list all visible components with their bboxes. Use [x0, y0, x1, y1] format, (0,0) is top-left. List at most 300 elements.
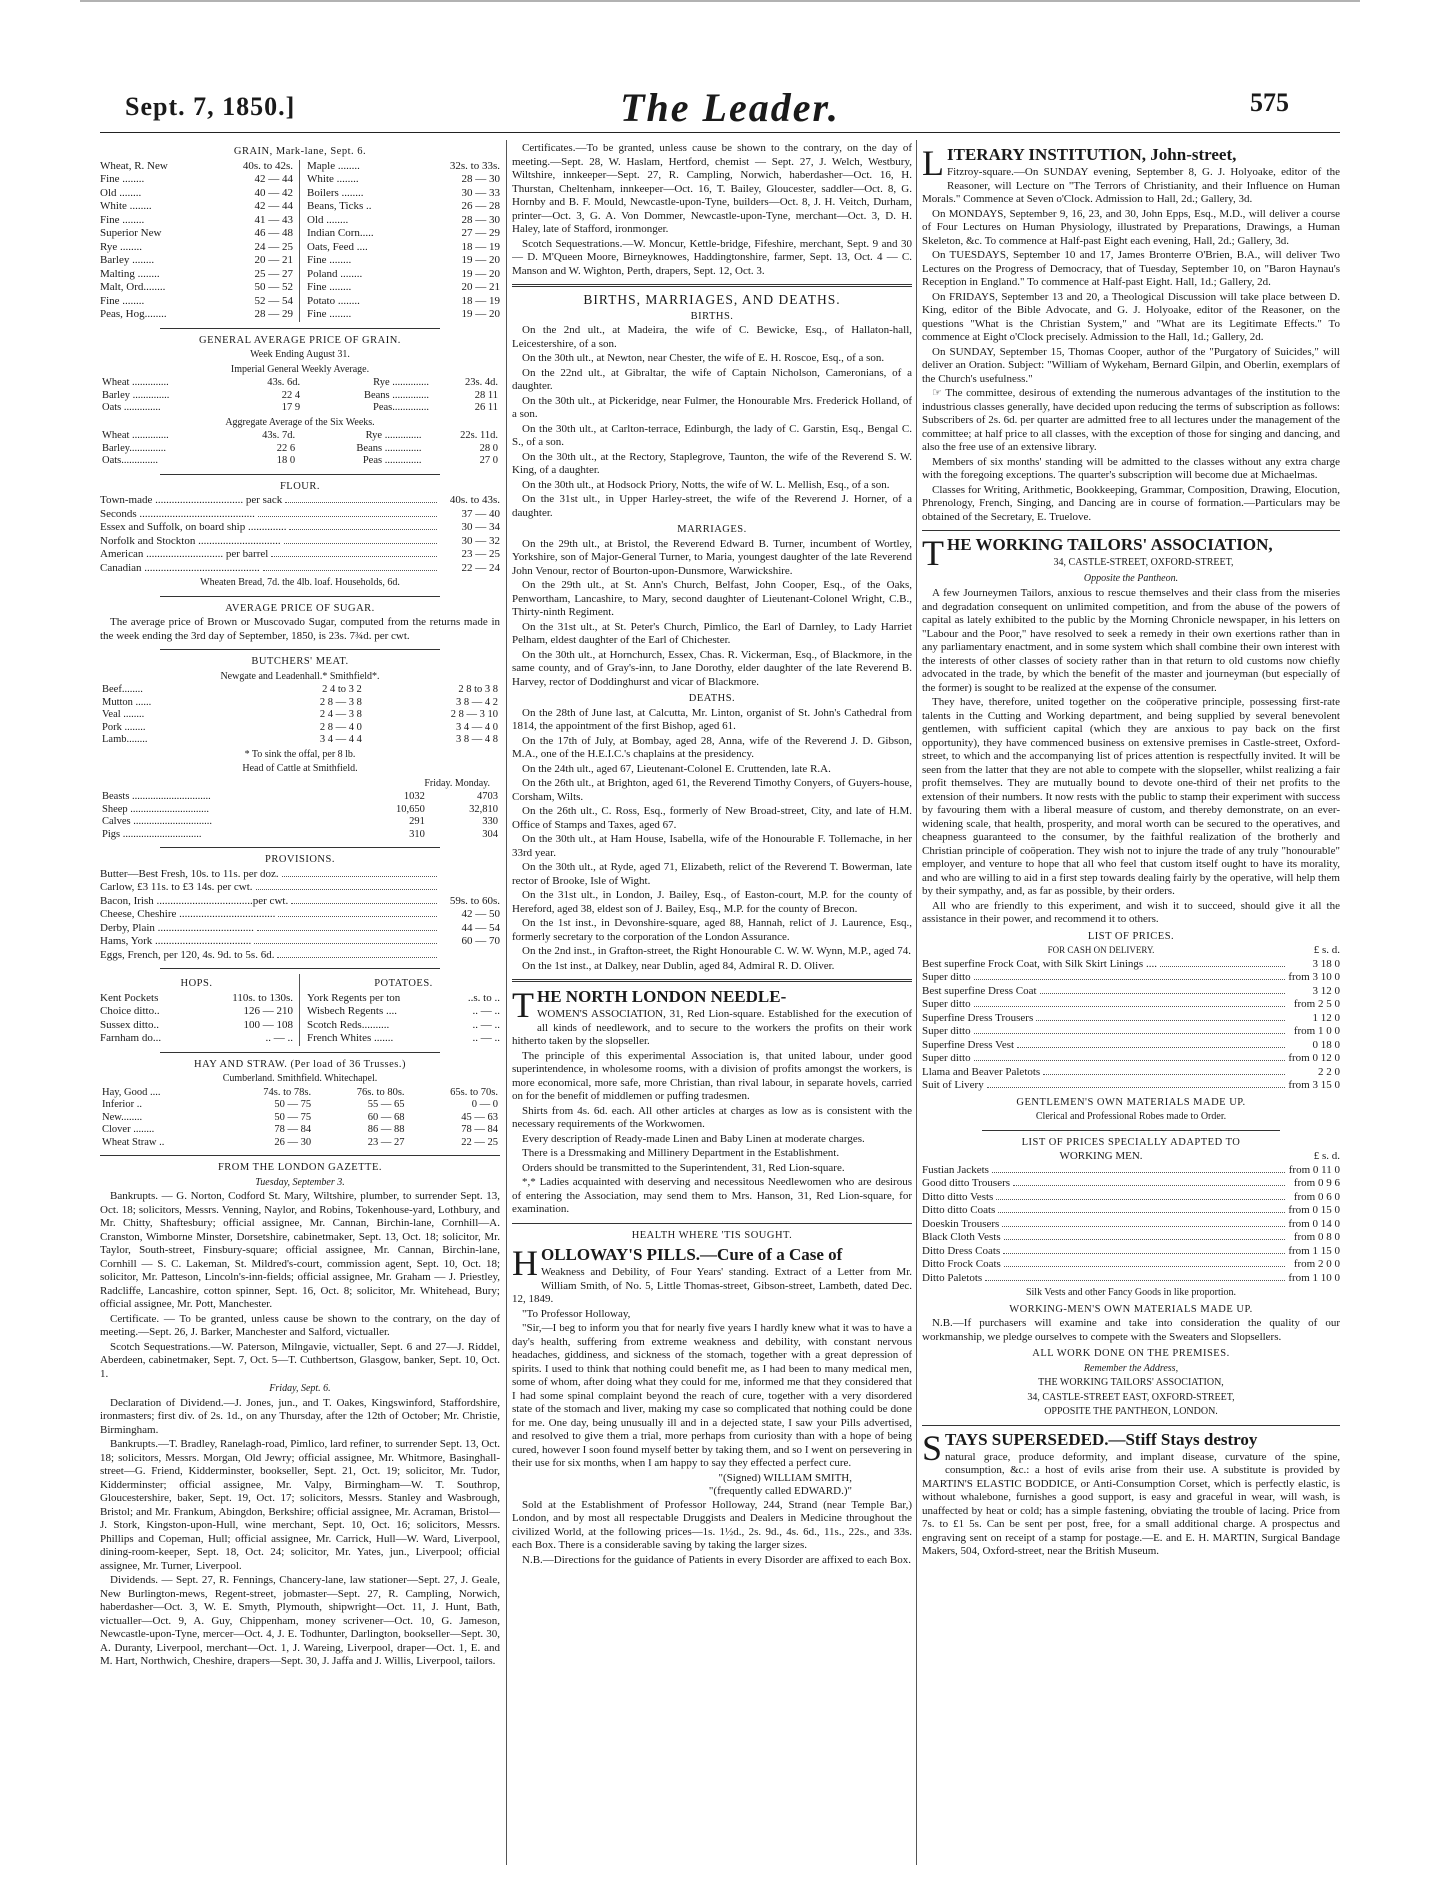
- grain-value: 19 — 20: [461, 254, 500, 266]
- price-leader: [1036, 1020, 1285, 1021]
- price-leader: [974, 1006, 1285, 1007]
- meat-cell: 3 8 — 4 8: [456, 734, 498, 745]
- literary-paragraph: ☞ The committee, desirous of extending the numerous advantages of the institution to the industrious classes generally, have decided upon reducing the terms of subscription as follows: Subscribers of 2s. 6d. per quarter are admitted free to all lectures under the management of the committee; at half price to all classes, with the exception of those for singing and dancing, and also the free use of an extensive library.: [922, 387, 1340, 453]
- grain-value: 46 — 48: [254, 227, 293, 239]
- potatoes-value: ..s. to ..: [467, 991, 500, 1004]
- working-men-price-row: [922, 1204, 1340, 1218]
- hops-value: .. — ..: [265, 1032, 293, 1044]
- grain-value: 26 — 28: [461, 200, 500, 212]
- grain-label: Indian Corn.....: [307, 227, 374, 239]
- grain-label: Barley ........: [100, 254, 155, 266]
- price-price: 0 18 0: [1312, 1038, 1340, 1051]
- hay-cell: 78 — 84: [274, 1124, 312, 1135]
- provisions-leader: [277, 957, 437, 958]
- flour-leader: [263, 570, 437, 571]
- potatoes-label: Wisbech Regents ....: [307, 1005, 397, 1017]
- grain-label: Old ........: [307, 213, 349, 226]
- death-notice: On the 17th of July, at Bombay, aged 28, Anna, wife of the Reverend J. D. Gibson, M.A., one of the H.E.I.C.'s chaplains at the presidency.: [512, 734, 912, 760]
- price-row: [922, 971, 1340, 985]
- flour-title: FLOUR.: [279, 480, 321, 492]
- hay-row: [100, 1137, 500, 1150]
- working-men-price-price: from 0 6 0: [1293, 1190, 1340, 1203]
- address-line-3: OPPOSITE THE PANTHEON, LONDON.: [1044, 1406, 1218, 1417]
- sugar-text: The average price of Brown or Muscovado Sugar, computed from the returns made in the week ending the 3rd day of September, 1850, is 23s. 7¾d. per cwt.: [100, 616, 500, 642]
- hay-cell: 78 — 84: [461, 1124, 498, 1135]
- hay-cell: 0 — 0: [471, 1099, 498, 1110]
- meat-row: [100, 684, 500, 697]
- price-item: Best superfine Dress Coat: [922, 984, 1037, 997]
- holloway-ad-sub: Weakness and Debility, of Four Years' standing. Extract of a Letter from Mr. William Smith, of No. 5, Little Thomas-street, Gibson-street, Lambeth, dated Dec. 12, 1849.: [512, 1266, 912, 1305]
- provisions-price: 60 — 70: [461, 935, 500, 947]
- grain-row: [307, 308, 500, 322]
- hay-cell: 22 — 25: [461, 1136, 498, 1148]
- grain-row: [100, 187, 293, 201]
- gazette-title: FROM THE LONDON GAZETTE.: [217, 1162, 383, 1173]
- working-men-price-price: from 2 0 0: [1293, 1258, 1340, 1270]
- price-price: from 2 5 0: [1293, 998, 1340, 1010]
- cattle-cell: Pigs ..............................: [102, 828, 202, 840]
- working-men-price-row: [922, 1218, 1340, 1232]
- tailors-paragraph: A few Journeymen Tailors, anxious to rescue themselves and their class from the miseries and degradation consequent on unlimited competition, and from the abuse of the powers of capital as lately exhibited to the public by the Morning Chronicle newspaper, in his letters on "Labour and the Poor," have resolved to seek a remedy in their own exertions rather than in any parliamentary enactment, and in some system which shall combine their own interest with the interests of other classes of society rather than in that return to old customs now chiefly advocated in the trade, by which the benefit of the master and journeyman (but especially of the former) is sought to be realized at the expense of the consumer.: [922, 587, 1340, 694]
- price-leader: [1040, 993, 1285, 994]
- hay-cell: 86 — 88: [367, 1124, 405, 1135]
- hay-cell: 23 — 27: [367, 1136, 405, 1148]
- hops-label: Kent Pockets: [100, 991, 159, 1004]
- gazette-notice: Certificate. — To be granted, unless cause be shown to the contrary, on the day of meeting.—Sept. 26, J. Barker, Manchester and Salford, victualler.: [100, 1312, 500, 1338]
- potatoes-row: [307, 1019, 500, 1033]
- grain-row: [100, 268, 293, 282]
- birth-notice: On the 22nd ult., at Gibraltar, the wife of Captain Nicholson, Cameronians, of a daughter.: [512, 366, 912, 392]
- flour-item: Seconds ..........................................: [100, 507, 255, 520]
- hay-row: [100, 1099, 500, 1112]
- weekly-average-cell: Barley ..............: [102, 389, 170, 401]
- price-price: from 3 10 0: [1288, 971, 1340, 983]
- grain-row: [100, 281, 293, 295]
- provisions-row: [100, 922, 500, 936]
- page-number: 575: [1250, 88, 1289, 117]
- grain-value: 28 — 30: [461, 173, 500, 185]
- grain-row: [307, 295, 500, 309]
- holloway-letter: "Sir,—I beg to inform you that for nearly five years I hardly knew what it was to have a day's health, suffering from extreme weakness and debility, with constant nervous headaches, giddiness, and sickness of the stomach, together with a great depression of spirits. I used to think that nothing could benefit me, as I had been to many medical men, some of whom, after doing what they could for me, informed me that they considered that I had some spinal complaint beyond the reach of cure, together with a very disordered state of the stomach and liver, making my case so complicated that nothing could be done for me. One day, being unusually ill and in a dejected state, I saw your Pills advertised, and resolved to give them a trial, more perhaps from curiosity than with a hope of being cured, however I soon found myself better by taking them, and so I went on persevering in their use for six months, when I am happy to say they effected a perfect cure.: [512, 1322, 912, 1469]
- price-row: [922, 1012, 1340, 1026]
- provisions-row: [100, 868, 500, 882]
- hay-cell: Hay, Good ....: [102, 1086, 161, 1098]
- grain-label: Beans, Ticks ..: [307, 200, 372, 212]
- hay-cell: 50 — 75: [274, 1111, 312, 1123]
- price-leader: [1017, 1047, 1285, 1048]
- bread-note: Wheaten Bread, 7d. the 4lb. loaf. Households, 6d.: [200, 577, 400, 588]
- grain-value: 19 — 20: [461, 308, 500, 320]
- meat-title: BUTCHERS' MEAT.: [251, 656, 349, 667]
- cattle-row: [100, 804, 500, 817]
- issue-date: Sept. 7, 1850.]: [125, 92, 296, 121]
- cattle-cell: 291: [409, 816, 425, 827]
- provisions-item: Eggs, French, per 120, 4s. 9d. to 5s. 6d.: [100, 948, 275, 961]
- marriages-title: MARRIAGES.: [677, 524, 747, 535]
- hops-value: 110s. to 130s.: [232, 991, 293, 1004]
- grain-row: [307, 241, 500, 255]
- hops-label: Choice ditto..: [100, 1005, 160, 1017]
- working-men-price-price: from 0 8 0: [1293, 1231, 1340, 1243]
- provisions-row: [100, 949, 500, 963]
- flour-item: Essex and Suffolk, on board ship ..............: [100, 521, 287, 533]
- price-row: [922, 1079, 1340, 1093]
- holloway-signature: "(Signed) WILLIAM SMITH,: [718, 1471, 852, 1484]
- hay-cell: 76s. to 80s.: [356, 1086, 405, 1098]
- provisions-leader: [291, 903, 437, 904]
- grain-value: 42 — 44: [254, 200, 293, 212]
- tailors-paragraph: They have, therefore, united together on the coöperative principle, possessing first-rate talents in the Cutting and Working department, and being supplied by several benevolent gentlemen, with sufficient capital (which they are anxious to pay back on the first opportunity), they have commenced business on extensive premises in Castle-street, Oxford-street, to which and the accompanying list of prices attention is respectfully invited. It will be seen from the latter that they are not able to compete with the slopseller, whilst realizing a fair profit themselves. They are mutually bound to devote one-third of their net profits to the extension of their numbers. It now rests with the public to stamp their experiment with success by favouring them with a liberal measure of custom, and thereby demonstrate, on an ever-widening scale, that health, prosperity, and moral worth can be secured to the operatives, and cheapness guaranteed to the consumer, by the faithful realization of the brotherly and Christian principle of coöperation. They wish not to injure the trade of any truly "honourable" employer, and venture to hope that all who feel that custom itself ought to have its morality, and who are willing to aid in a first step towards dealing fairly by the operative, will help them by their sympathy, and, as far as possible, by their orders.: [922, 696, 1340, 897]
- marriage-notice: On the 31st ult., at St. Peter's Church, Pimlico, the Earl of Darnley, to Lady Harriet Pelham, eldest daughter of the Earl of Chichester.: [512, 620, 912, 646]
- six-week-average-row: [100, 430, 500, 443]
- flour-item: Canadian ..........................................: [100, 561, 260, 574]
- grain-value: 52 — 54: [254, 294, 293, 307]
- meat-cell: 3 4 — 4 4: [319, 734, 362, 745]
- prices-sub: FOR CASH ON DELIVERY.: [1047, 945, 1155, 955]
- potatoes-value: .. — ..: [472, 1032, 500, 1044]
- price-price: 1 12 0: [1312, 1011, 1340, 1024]
- provisions-item: Hams, York ...................................: [100, 935, 252, 947]
- grain-label: Maple ........: [307, 159, 360, 172]
- provisions-row: [100, 908, 500, 922]
- flour-price: 30 — 32: [461, 534, 500, 547]
- grain-value: 50 — 52: [254, 281, 293, 293]
- prices-title: LIST OF PRICES.: [1087, 930, 1175, 942]
- grain-value: 18 — 19: [461, 294, 500, 307]
- provisions-item: Carlow, £3 11s. to £3 14s. per cwt.: [100, 881, 253, 893]
- cattle-cell: 32,810: [469, 803, 498, 815]
- meat-cell: 2 8 — 3 8: [319, 696, 362, 708]
- potatoes-label: Scotch Reds..........: [307, 1018, 390, 1031]
- price-item: Super ditto: [922, 1025, 971, 1037]
- six-week-average-cell: Wheat ..............: [102, 430, 169, 441]
- silk-note: Silk Vests and other Fancy Goods in like proportion.: [1025, 1287, 1237, 1298]
- weekly-average-cell: Rye ..............: [373, 377, 429, 388]
- weekly-average-cell: Oats ..............: [102, 402, 161, 413]
- grain-row: [307, 281, 500, 295]
- cattle-days: Friday. Monday.: [424, 777, 490, 789]
- literary-institution-body: [922, 208, 1340, 525]
- hay-cell: 74s. to 78s.: [263, 1086, 312, 1098]
- gazette-friday-notices: [100, 1397, 500, 1669]
- potatoes-row: [307, 992, 500, 1006]
- cattle-cell: Beasts ..............................: [102, 791, 211, 802]
- working-men-list: [922, 1164, 1340, 1286]
- grain-row: [307, 214, 500, 228]
- working-men-price-item: Good ditto Trousers: [922, 1177, 1011, 1189]
- price-leader: [1043, 1074, 1285, 1075]
- working-men-price-price: from 0 15 0: [1288, 1204, 1340, 1216]
- weekly-average-cell: Beans ..............: [363, 389, 429, 401]
- hops-list: [100, 992, 293, 1046]
- meat-cell: Lamb........: [102, 734, 148, 745]
- prices-header: £ s. d.: [1313, 944, 1340, 956]
- potatoes-label: French Whites .......: [307, 1032, 394, 1044]
- provisions-row: [100, 881, 500, 895]
- flour-leader: [285, 502, 437, 503]
- provisions-row: [100, 895, 500, 909]
- hay-markets: Cumberland. Smithfield. Whitechapel.: [222, 1073, 378, 1084]
- grain-value: 24 — 25: [254, 240, 293, 253]
- meat-markets: Newgate and Leadenhall.* Smithfield*.: [220, 670, 380, 682]
- grain-value: 40 — 42: [254, 186, 293, 199]
- cattle-row: [100, 829, 500, 842]
- six-week-average-cell: 27 0: [479, 455, 498, 466]
- meat-cell: 2 8 — 3 10: [450, 709, 498, 720]
- cattle-row: [100, 791, 500, 804]
- holloway-signature-alias: "(frequently called EDWARD.)": [708, 1485, 852, 1497]
- literary-paragraph: On SUNDAY, September 15, Thomas Cooper, author of the "Purgatory of Suicides," will deliver an Oration. Subject: "William of Wykeham, Bernard Gilpin, and Oberlin, exemplars of the Church's usefulness.": [922, 345, 1340, 385]
- weekly-average-cell: 43s. 6d.: [267, 377, 301, 388]
- hops-label: Sussex ditto..: [100, 1018, 159, 1031]
- sugar-title: AVERAGE PRICE OF SUGAR.: [225, 602, 375, 614]
- grain-label: Superior New: [100, 227, 162, 239]
- flour-row: [100, 494, 500, 508]
- gentlemen-title: GENTLEMEN'S OWN MATERIALS MADE UP.: [1016, 1096, 1246, 1108]
- meat-cell: 3 4 — 4 0: [456, 721, 498, 733]
- cattle-cell: 310: [409, 828, 425, 840]
- birth-notice: On the 2nd ult., at Madeira, the wife of C. Bewicke, Esq., of Hallaton-hall, Leicestershire, of a son.: [512, 324, 912, 350]
- column-divider: [506, 140, 507, 1865]
- potatoes-label: York Regents per ton: [307, 991, 401, 1004]
- grain-label: Fine ........: [100, 213, 145, 226]
- literary-paragraph: On MONDAYS, September 9, 16, 23, and 30, John Epps, Esq., M.D., will deliver a course of Four Lectures on Human Physiology, illustrated by Preparations, Drawings, a Human Skeleton, &c. To commence at Half-past Eight each evening, Hall, 2d.; Gallery, 3d.: [922, 207, 1340, 247]
- grain-value: 19 — 20: [461, 267, 500, 280]
- offal-note: * To sink the offal, per 8 lb.: [244, 748, 356, 760]
- price-item: Suit of Livery: [922, 1079, 984, 1091]
- meat-cell: Mutton ......: [102, 696, 152, 708]
- birth-notice: On the 30th ult., at Carlton-terrace, Edinburgh, the lady of C. Garstin, Esq., Bengal C. S., of a son.: [512, 422, 912, 448]
- grain-label: Fine ........: [307, 254, 352, 266]
- price-price: from 3 15 0: [1288, 1079, 1340, 1091]
- grain-row: [100, 254, 293, 268]
- six-week-average-row: [100, 455, 500, 468]
- working-men-price-leader: [1003, 1253, 1285, 1254]
- price-row: [922, 985, 1340, 999]
- price-leader: [974, 979, 1285, 980]
- hay-cell: Wheat Straw ..: [102, 1136, 165, 1148]
- needlewomen-paragraph: Shirts from 4s. 6d. each. All other articles at charges as low as is consistent with the necessary requirements of the Workwomen.: [512, 1104, 912, 1130]
- hay-cell: Clover ........: [102, 1124, 155, 1135]
- grain-label: Old ........: [100, 186, 142, 199]
- weekly-average-cell: 23s. 4d.: [465, 377, 498, 388]
- literary-institution-sub: Fitzroy-square.—On SUNDAY evening, September 8, G. J. Holyoake, editor of the Reasoner, will Lecture on "The Terrors of Christianity, and their Influence on Human Morals." Commence at Seven o'Clock. Admission to Hall, 2d.; Gallery, 3d.: [922, 166, 1340, 205]
- gazette-notice: Bankrupts.—T. Bradley, Ranelagh-road, Pimlico, lard refiner, to surrender Sept. 13, Oct. 18; solicitors, Messrs. Morgan, Old Jewry; official assignee, Mr. Whitmore, Basinghall-street—G. Friend, Kidderminster, bookseller, Sept. 21, Oct. 19; solicitor, Mr. Tudor, Kidderminster; official assignee, Mr. Valpy, Birmingham—W. T. Southrop, Gloucestershire, baker, Sept. 19, Oct. 17; solicitors, Messrs. Stanley and Wasbrough, Bristol; and Mr. Frankum, Abingdon, Berkshire; official assignee, Mr. Acraman, Bristol—J. Stork, Kingston-upon-Hull, wine merchant, Sept. 10, Oct. 16; solicitors, Messrs. Phillips and Copeman, Hull; official assignee, Mr. Carrick, Hull—W. Ward, Liverpool, dining-room-keeper, Sept. 18, Oct. 24; solicitor, Mr. Yates, jun., Liverpool; official assignee, Mr. Turner, Liverpool.: [100, 1438, 500, 1572]
- grain-row: [100, 160, 293, 174]
- working-men-price-leader: [1004, 1239, 1285, 1240]
- certificates-notice: Certificates.—To be granted, unless cause be shown to the contrary, on the day of meeting.—Sept. 28, W. Haslam, Hertford, chemist — Sept. 27, J. Welch, Westbury, Wiltshire, innkeeper—Sept. 27, R. Campling, Norwich, haberdasher—Oct. 16, H. Thurstan, Cheltenham, innkeeper—Oct. 16, T. Bailey, Gloucester, saddler—Oct. 8, G. Hornby and B. F. Mould, Newcastle-upon-Tyne, builders—Oct. 8, J. H. Veitch, Durham, printer—Oct. 3, G. A. Von Dommer, Newcastle-upon-Tyne, merchant—Oct. 3, D. H. Haley, late of Stafford, ironmonger.: [512, 142, 912, 235]
- grain-label: Fine ........: [307, 281, 352, 293]
- six-week-average-cell: 22s. 11d.: [460, 430, 498, 441]
- grain-value: 28 — 29: [254, 308, 293, 320]
- price-item: Best superfine Frock Coat, with Silk Skirt Linings ....: [922, 957, 1157, 970]
- working-men-price-row: [922, 1191, 1340, 1205]
- meat-cell: 3 8 — 4 2: [456, 696, 498, 708]
- hops-potatoes: [100, 974, 500, 1046]
- price-item: Superfine Dress Trousers: [922, 1011, 1034, 1024]
- provisions-price: 44 — 54: [461, 921, 500, 934]
- grain-value: 40s. to 42s.: [242, 159, 293, 172]
- hay-table: [100, 1087, 500, 1150]
- grain-row: [100, 173, 293, 187]
- price-row: [922, 1066, 1340, 1080]
- grain-right-list: [307, 160, 500, 322]
- bmd-title: BIRTHS, MARRIAGES, AND DEATHS.: [583, 292, 841, 307]
- working-tailors-opposite: Opposite the Pantheon.: [1083, 572, 1179, 584]
- price-item: Super ditto: [922, 971, 971, 983]
- working-men-price-row: [922, 1245, 1340, 1259]
- provisions-title: PROVISIONS.: [265, 854, 335, 865]
- provisions-leader: [278, 916, 437, 917]
- provisions-price: 59s. to 60s.: [449, 894, 500, 907]
- grain-row: [307, 200, 500, 214]
- scotch-sequestrations: Scotch Sequestrations.—W. Moncur, Kettle-bridge, Fifeshire, merchant, Sept. 9 and 30 — D. M'Queen Moore, Birneyknowes, Haddingtonshire, farmer, Sept. 13, Oct. 4 — C. Manson and W. Wighton, Perth, drapers, Sept. 12, Oct. 3.: [512, 237, 912, 277]
- literary-institution-title: LITERARY INSTITUTION, John-street,: [922, 143, 1237, 183]
- flour-row: [100, 548, 500, 562]
- death-notice: On the 31st ult., in London, J. Bailey, Esq., of Easton-court, M.P. for the county of Hereford, aged 38, eldest son of J. Bailey, Esq., M.P. for the county of Brecon.: [512, 889, 912, 915]
- needlewomen-ad-title: THE NORTH LONDON NEEDLE-: [512, 985, 787, 1025]
- flour-item: American ............................ per barrel: [100, 548, 269, 560]
- grain-row: [100, 295, 293, 309]
- working-men-price-row: [922, 1272, 1340, 1286]
- price-item: Llama and Beaver Paletots: [922, 1065, 1041, 1078]
- week-ending: Week Ending August 31.: [250, 349, 350, 360]
- working-men-price-item: Fustian Jackets: [922, 1163, 989, 1176]
- weekly-average-row: [100, 402, 500, 415]
- needlewomen-ad-sub: WOMEN'S ASSOCIATION, 31, Red Lion-square. Established for the execution of all kinds of needlework, and to secure to the workers the profits on their work hitherto taken by the slopseller.: [512, 1008, 912, 1047]
- hay-row: [100, 1112, 500, 1125]
- flour-row: [100, 535, 500, 549]
- grain-label: Rye ........: [100, 240, 143, 253]
- death-notice: On the 24th ult., aged 67, Lieutenant-Colonel E. Cruttenden, late R.A.: [522, 762, 831, 775]
- marriages-list: [512, 538, 912, 690]
- death-notice: On the 26th ult., C. Ross, Esq., formerly of New Broad-street, City, and late of H.M. Office of Stamps and Taxes, aged 67.: [512, 805, 912, 831]
- meat-cell: 2 4 — 3 8: [319, 709, 362, 720]
- imperial-average: Imperial General Weekly Average.: [230, 363, 370, 375]
- gazette-notice: Bankrupts. — G. Norton, Codford St. Mary, Wiltshire, plumber, to surrender Sept. 13, Oct. 18; solicitors, Messrs. Venning, Naylor, and Robins, Tokenhouse-yard, Lothbury, and Mr. Chitty, Shaftesbury; official assignee, Mr. Cannan, Birchin-lane, Cornhill—A. Cranston, Wimborne Minster, Dorsetshire, cabinetmaker, Sept. 13, Oct. 18; solicitor, Mr. Taylor, South-street, Finsbury-square; official assignee, Mr. Cannan, Birchin-lane, Cornhill — S. C. Lakeman, St. Mildred's-court, commission agent, Sept. 10, Oct. 18; solicitor, Mr. Patteson, Lincoln's-inn-fields; official assignee, Mr. Graham — J. Priestley, Radcliffe, Lancashire, cotton spinner, Sept. 16, Oct. 8; solicitor, Mr. Whitehead, Bury; official assignee, Mr. Pott, Manchester.: [100, 1190, 500, 1310]
- death-notice: On the 30th ult., at Ryde, aged 71, Elizabeth, relict of the Reverend T. Bowerman, late rector of Brooke, Isle of Wight.: [512, 861, 912, 887]
- column-markets: [100, 142, 500, 1871]
- cattle-cell: 304: [482, 828, 498, 840]
- grain-row: [307, 160, 500, 174]
- weekly-average-cell: Wheat ..............: [102, 377, 169, 388]
- hops-row: [100, 1032, 293, 1046]
- price-item: Superfine Dress Vest: [922, 1038, 1015, 1051]
- flour-leader: [258, 516, 437, 517]
- grain-label: Malt, Ord........: [100, 281, 166, 293]
- literary-paragraph: On FRIDAYS, September 13 and 20, a Theological Discussion will take place between D. King, editor of the Bible Advocate, and G. J. Holyoake, editor of the Reasoner, on the questions "What is the Christian System," and "What are its Legitimate Effects." To commence at Eight o'Clock precisely. Admission to the Hall, 1d.; Gallery, 2d.: [922, 290, 1340, 343]
- provisions-leader: [257, 930, 437, 931]
- remember-note: Remember the Address,: [1083, 1362, 1179, 1374]
- working-tailors-address: 34, CASTLE-STREET, OXFORD-STREET,: [1053, 557, 1234, 568]
- grain-row: [100, 241, 293, 255]
- stays-ad-title: STAYS SUPERSEDED.—Stiff Stays destroy: [922, 1427, 1258, 1468]
- price-leader: [987, 1087, 1285, 1088]
- six-week-average-cell: 28 0: [479, 442, 498, 454]
- gazette-notice: Scotch Sequestrations.—W. Paterson, Milngavie, victualler, Sept. 6 and 27—J. Riddel, Aberdeen, cabinetmaker, Sept. 7, Oct. 5—T. Cuthbertson, Glasgow, banker, Sept. 10, Oct. 1.: [100, 1340, 500, 1380]
- flour-row: [100, 508, 500, 522]
- working-men-price-leader: [985, 1280, 1285, 1281]
- literary-paragraph: Members of six months' standing will be admitted to the classes without any extra charge with the foregoing exceptions. The quarter's subscription will become due at Michaelmas.: [922, 455, 1340, 481]
- grain-value: 27 — 29: [461, 227, 500, 239]
- price-leader: [974, 1033, 1285, 1034]
- weekly-average-row: [100, 377, 500, 390]
- needlewomen-paragraph: Every description of Ready-made Linen and Baby Linen at moderate charges.: [522, 1132, 865, 1145]
- hops-label: Farnham do...: [100, 1032, 162, 1044]
- needlewomen-paragraph: The principle of this experimental Association is, that united labour, under good superintendence, in wholesome rooms, with a division of profits amongst the workers, is more economical, more safe, more Christian, than rival labour, in separate hovels, carried on for the benefit of middlemen or puffing tradesmen.: [512, 1049, 912, 1102]
- flour-leader: [289, 529, 437, 530]
- potatoes-row: [307, 1032, 500, 1046]
- cattle-title: Head of Cattle at Smithfield.: [242, 763, 358, 774]
- death-notice: On the 2nd inst., in Grafton-street, the Right Honourable C. W. W. Wynn, M.P., aged 74.: [522, 945, 911, 957]
- working-men-price-price: from 0 11 0: [1288, 1163, 1340, 1176]
- working-men-price-item: Ditto Paletots: [922, 1271, 983, 1284]
- deaths-title: DEATHS.: [688, 693, 736, 704]
- needlewomen-ad-body: [512, 1050, 912, 1217]
- needlewomen-paragraph: *,* Ladies acquainted with deserving and necessitous Needlewomen who are desirous of entering the Association, may send them to Mrs. Hanson, 31, Red Lion-square, for examination.: [512, 1176, 912, 1215]
- weekly-average-cell: 28 11: [474, 389, 498, 401]
- gazette-notice: Declaration of Dividend.—J. Jones, jun., and T. Oakes, Kingswinford, Staffordshire, ironmasters; first div. of 2s. 1d., on any Thursday, after the 12th of October; Mr. Christie, Birmingham.: [100, 1396, 500, 1436]
- flour-item: Norfolk and Stockton ..............................: [100, 534, 281, 547]
- price-price: 3 18 0: [1312, 957, 1340, 970]
- weekly-average-cell: 26 11: [474, 402, 498, 413]
- working-men-price-item: Ditto Frock Coats: [922, 1258, 1001, 1270]
- meat-cell: Pork ........: [102, 721, 146, 733]
- flour-price: 40s. to 43s.: [449, 494, 500, 506]
- flour-row: [100, 562, 500, 576]
- provisions-leader: [254, 943, 437, 944]
- provisions-item: Bacon, Irish ...................................per cwt.: [100, 894, 289, 907]
- meat-cell: Beef........: [102, 684, 143, 695]
- grain-left-list: [100, 160, 293, 322]
- gazette-notice: Dividends. — Sept. 27, R. Fennings, Chancery-lane, law stationer—Sept. 27, J. Geale, New Burlington-mews, Regent-street, jobmaster—Sept. 27, R. Campling, Norwich, haberdasher—Oct. 3, W. E. Smyth, Plymouth, shipwright—Oct. 11, J. Hunt, Bath, victualler—Oct. 9, A. Guy, Chippenham, money scrivener—Oct. 10, G. Jameson, Newcastle-upon-Tyne, mercer—Oct. 4, J. E. Todhunter, Darlington, bookseller—Sept. 30, A. Duranty, Liverpool, merchant—Oct. 1, J. Wareing, Liverpool, draper—Oct. 1, E. and M. Hart, Northwich, Cheshire, drapers—Sept. 30, J. Jaffa and J. Willis, Liverpool, tailors.: [100, 1574, 500, 1667]
- grain-label: Poland ........: [307, 267, 363, 280]
- provisions-item: Cheese, Cheshire ...................................: [100, 908, 276, 920]
- meat-cell: Veal ........: [102, 709, 145, 720]
- grain-label: Fine ........: [100, 173, 145, 185]
- grain-row: [100, 227, 293, 241]
- birth-notice: On the 30th ult., at Newton, near Chester, the wife of E. H. Roscoe, Esq., of a son.: [522, 352, 885, 364]
- working-men-price-leader: [1004, 1266, 1285, 1267]
- hops-row: [100, 992, 293, 1006]
- provisions-item: Butter—Best Fresh, 10s. to 11s. per doz.: [100, 867, 279, 880]
- gazette-friday: Friday, Sept. 6.: [269, 1383, 331, 1394]
- hay-cell: 45 — 63: [461, 1111, 498, 1123]
- death-notice: On the 26th ult., at Brighton, aged 61, the Reverend Timothy Conyers, of Guyers-house, Corsham, Wilts.: [512, 777, 912, 803]
- potatoes-value: .. — ..: [472, 1005, 500, 1017]
- meat-row: [100, 709, 500, 722]
- aggregate-average: Aggregate Average of the Six Weeks.: [225, 416, 375, 428]
- price-price: from 0 12 0: [1288, 1052, 1340, 1064]
- working-men-price-item: Ditto Dress Coats: [922, 1244, 1001, 1257]
- provisions-item: Derby, Plain ...................................: [100, 921, 254, 934]
- provisions-row: [100, 935, 500, 949]
- grain-value: 18 — 19: [461, 240, 500, 253]
- address-line-2: 34, CASTLE-STREET EAST, OXFORD-STREET,: [1027, 1391, 1235, 1403]
- six-week-average-cell: Oats..............: [102, 455, 158, 466]
- cattle-cell: Calves ..............................: [102, 816, 212, 827]
- flour-price: 22 — 24: [461, 561, 500, 574]
- literary-paragraph: Classes for Writing, Arithmetic, Bookkeeping, Grammar, Composition, Drawing, Elocution, Phrenology, French, Singing, and Dancing are in course of formation.—Particulars may be obtained of the Secretary, E. Truelove.: [922, 483, 1340, 523]
- torn-top-edge: [80, 0, 1360, 14]
- price-row: [922, 998, 1340, 1012]
- price-row: [922, 958, 1340, 972]
- working-tailors-title: THE WORKING TAILORS' ASSOCIATION,: [922, 533, 1273, 573]
- hops-value: 126 — 210: [243, 1005, 293, 1017]
- holloway-ad-title: HOLLOWAY'S PILLS.—Cure of a Case of: [512, 1243, 843, 1283]
- provisions-leader: [256, 889, 437, 890]
- grain-label: Potato ........: [307, 294, 360, 307]
